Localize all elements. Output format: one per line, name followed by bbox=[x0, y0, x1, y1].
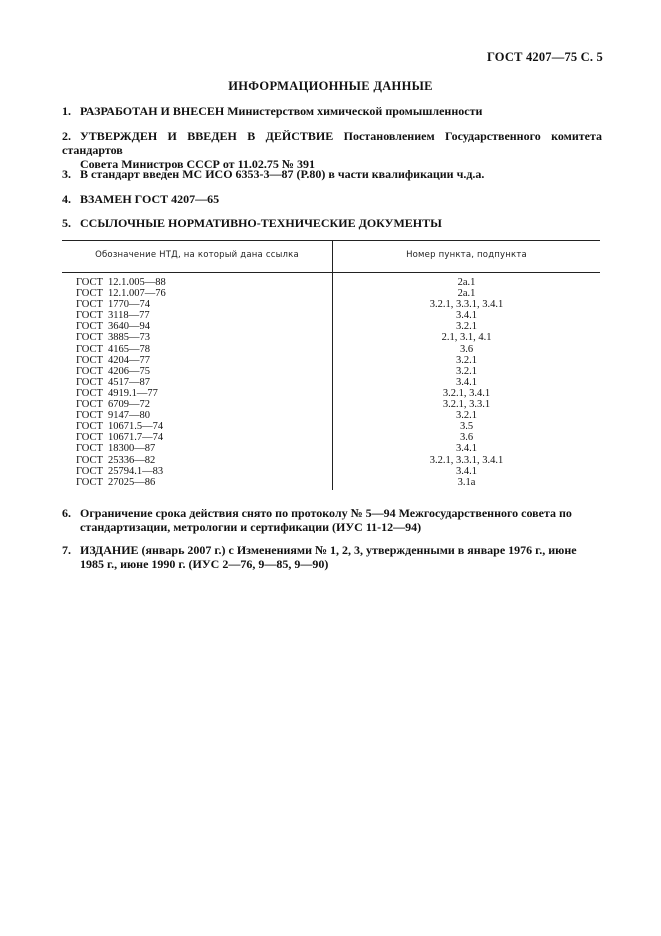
table-header-document: Обозначение НТД, на который дана ссылка bbox=[95, 250, 299, 260]
table-row-clause: 2а.1 bbox=[457, 277, 476, 288]
table-column-documents bbox=[76, 277, 166, 488]
doc-number: 10671.7—74 bbox=[108, 432, 164, 444]
table-row-document bbox=[76, 455, 166, 466]
table-row-clause: 2.1, 3.1, 4.1 bbox=[441, 332, 492, 344]
doc-prefix: ГОСТ bbox=[76, 299, 103, 311]
table-row-document bbox=[76, 366, 166, 377]
item-number: 2. bbox=[62, 129, 71, 143]
item-lead: ИЗДАНИЕ bbox=[80, 543, 139, 557]
doc-number: 10671.5—74 bbox=[108, 421, 164, 433]
table-row-clause: 3.2.1 bbox=[456, 365, 477, 377]
page-header: ГОСТ 4207—75 С. 5 bbox=[486, 50, 603, 64]
table-row-document bbox=[76, 377, 166, 388]
item-lead: В стандарт введен МС ИСО 6353-3—87 (Р.80) в части квалификации ч.д.а. bbox=[80, 167, 485, 181]
item-6 bbox=[62, 506, 602, 534]
doc-prefix: ГОСТ bbox=[76, 421, 103, 433]
item-continuation: стандартизации, метрологии и сертификации (ИУС 11-12—94) bbox=[80, 520, 422, 534]
table-row-document bbox=[76, 443, 166, 454]
table-top-rule bbox=[62, 240, 600, 241]
table-row-document bbox=[76, 432, 166, 443]
doc-number: 4919.1—77 bbox=[108, 387, 158, 399]
doc-prefix: ГОСТ bbox=[76, 354, 103, 366]
table-row-clause: 3.1а bbox=[457, 476, 476, 488]
table-row-document bbox=[76, 421, 166, 432]
doc-prefix: ГОСТ bbox=[76, 277, 103, 288]
table-row-document bbox=[76, 477, 166, 488]
table-row-clause: 3.2.1, 3.3.1, 3.4.1 bbox=[429, 454, 504, 466]
doc-prefix: ГОСТ bbox=[76, 399, 103, 411]
doc-prefix: ГОСТ bbox=[76, 332, 103, 344]
reference-table bbox=[62, 240, 600, 490]
item-lead: Ограничение срока действия снято по протоколу № 5—94 Межгосударственного совета по bbox=[80, 506, 572, 520]
doc-prefix: ГОСТ bbox=[76, 410, 103, 422]
table-row-document bbox=[76, 466, 166, 477]
doc-number: 12.1.007—76 bbox=[108, 288, 166, 300]
item-continuation: Совета Министров СССР от 11.02.75 № 391 bbox=[80, 157, 315, 171]
item-continuation: 1985 г., июне 1990 г. (ИУС 2—76, 9—85, 9—90) bbox=[80, 557, 329, 571]
doc-prefix: ГОСТ bbox=[76, 288, 103, 300]
item-lead: ВЗАМЕН ГОСТ 4207—65 bbox=[80, 192, 220, 206]
doc-prefix: ГОСТ bbox=[76, 465, 103, 477]
table-row-clause: 2а.1 bbox=[457, 288, 476, 300]
item-2 bbox=[62, 129, 602, 171]
item-lead: РАЗРАБОТАН И ВНЕСЕН bbox=[80, 104, 225, 118]
table-row-clause: 3.6 bbox=[459, 432, 474, 444]
item-text: Постановлением Государственного комитета стандартов bbox=[62, 129, 602, 157]
table-row-clause: 3.2.1 bbox=[456, 321, 477, 333]
table-row-clause: 3.5 bbox=[459, 421, 474, 433]
doc-prefix: ГОСТ bbox=[76, 343, 103, 355]
doc-number: 9147—80 bbox=[108, 410, 150, 422]
doc-number: 1770—74 bbox=[108, 299, 150, 311]
doc-number: 3640—94 bbox=[108, 321, 150, 333]
item-1 bbox=[62, 104, 602, 118]
item-7 bbox=[62, 543, 602, 571]
doc-prefix: ГОСТ bbox=[76, 310, 103, 322]
table-row-document bbox=[76, 310, 166, 321]
doc-number: 12.1.005—88 bbox=[108, 277, 166, 288]
table-row-clause: 3.4.1 bbox=[456, 310, 477, 322]
table-row-document bbox=[76, 332, 166, 343]
doc-prefix: ГОСТ bbox=[76, 387, 103, 399]
item-lead: УТВЕРЖДЕН И ВВЕДЕН В ДЕЙСТВИЕ bbox=[80, 129, 334, 143]
doc-prefix: ГОСТ bbox=[76, 432, 103, 444]
doc-prefix: ГОСТ bbox=[76, 454, 103, 466]
table-header-rule bbox=[62, 272, 600, 273]
table-row-clause: 3.2.1, 3.3.1, 3.4.1 bbox=[429, 299, 504, 311]
item-number: 1. bbox=[62, 104, 71, 118]
item-number: 5. bbox=[62, 216, 71, 230]
doc-prefix: ГОСТ bbox=[76, 376, 103, 388]
item-text: Министерством химической промышленности bbox=[224, 104, 483, 118]
table-header-clause: Номер пункта, подпункта bbox=[406, 250, 527, 260]
table-row-document bbox=[76, 410, 166, 421]
doc-prefix: ГОСТ bbox=[76, 365, 103, 377]
table-row-document bbox=[76, 288, 166, 299]
table-row-clause: 3.6 bbox=[459, 343, 474, 355]
item-number: 3. bbox=[62, 167, 71, 181]
table-row-document bbox=[76, 277, 166, 288]
table-row-clause: 3.4.1 bbox=[456, 443, 477, 455]
doc-number: 25794.1—83 bbox=[108, 465, 164, 477]
doc-number: 27025—86 bbox=[108, 476, 156, 488]
item-number: 4. bbox=[62, 192, 71, 206]
table-row-document bbox=[76, 388, 166, 399]
doc-prefix: ГОСТ bbox=[76, 443, 103, 455]
doc-number: 6709—72 bbox=[108, 399, 150, 411]
doc-number: 3885—73 bbox=[108, 332, 150, 344]
doc-number: 3118—77 bbox=[108, 310, 150, 322]
item-number: 6. bbox=[62, 506, 71, 520]
table-row-document bbox=[76, 299, 166, 310]
item-3 bbox=[62, 167, 602, 181]
table-row-clause: 3.2.1 bbox=[456, 354, 477, 366]
table-row-document bbox=[76, 399, 166, 410]
item-lead: ССЫЛОЧНЫЕ НОРМАТИВНО-ТЕХНИЧЕСКИЕ ДОКУМЕНТЫ bbox=[80, 216, 442, 230]
table-row-clause: 3.4.1 bbox=[456, 465, 477, 477]
table-row-document bbox=[76, 344, 166, 355]
item-4 bbox=[62, 192, 602, 206]
table-row-document bbox=[76, 321, 166, 332]
table-row-clause: 3.2.1 bbox=[456, 410, 477, 422]
doc-number: 4165—78 bbox=[108, 343, 150, 355]
item-text: (январь 2007 г.) с Изменениями № 1, 2, 3, утвержденными в январе 1976 г., июне bbox=[138, 543, 577, 557]
item-5 bbox=[62, 216, 602, 230]
doc-number: 4204—77 bbox=[108, 354, 150, 366]
item-number: 7. bbox=[62, 543, 71, 557]
table-column-clauses bbox=[333, 277, 600, 488]
doc-number: 25336—82 bbox=[108, 454, 156, 466]
table-row-document bbox=[76, 355, 166, 366]
table-row-clause: 3.2.1, 3.3.1 bbox=[442, 399, 491, 411]
doc-number: 4206—75 bbox=[108, 365, 150, 377]
doc-prefix: ГОСТ bbox=[76, 321, 103, 333]
doc-number: 18300—87 bbox=[108, 443, 156, 455]
doc-prefix: ГОСТ bbox=[76, 476, 103, 488]
table-row-clause: 3.2.1, 3.4.1 bbox=[442, 387, 491, 399]
doc-number: 4517—87 bbox=[108, 376, 150, 388]
table-row-clause: 3.4.1 bbox=[456, 376, 477, 388]
section-title: ИНФОРМАЦИОННЫЕ ДАННЫЕ bbox=[228, 79, 433, 93]
